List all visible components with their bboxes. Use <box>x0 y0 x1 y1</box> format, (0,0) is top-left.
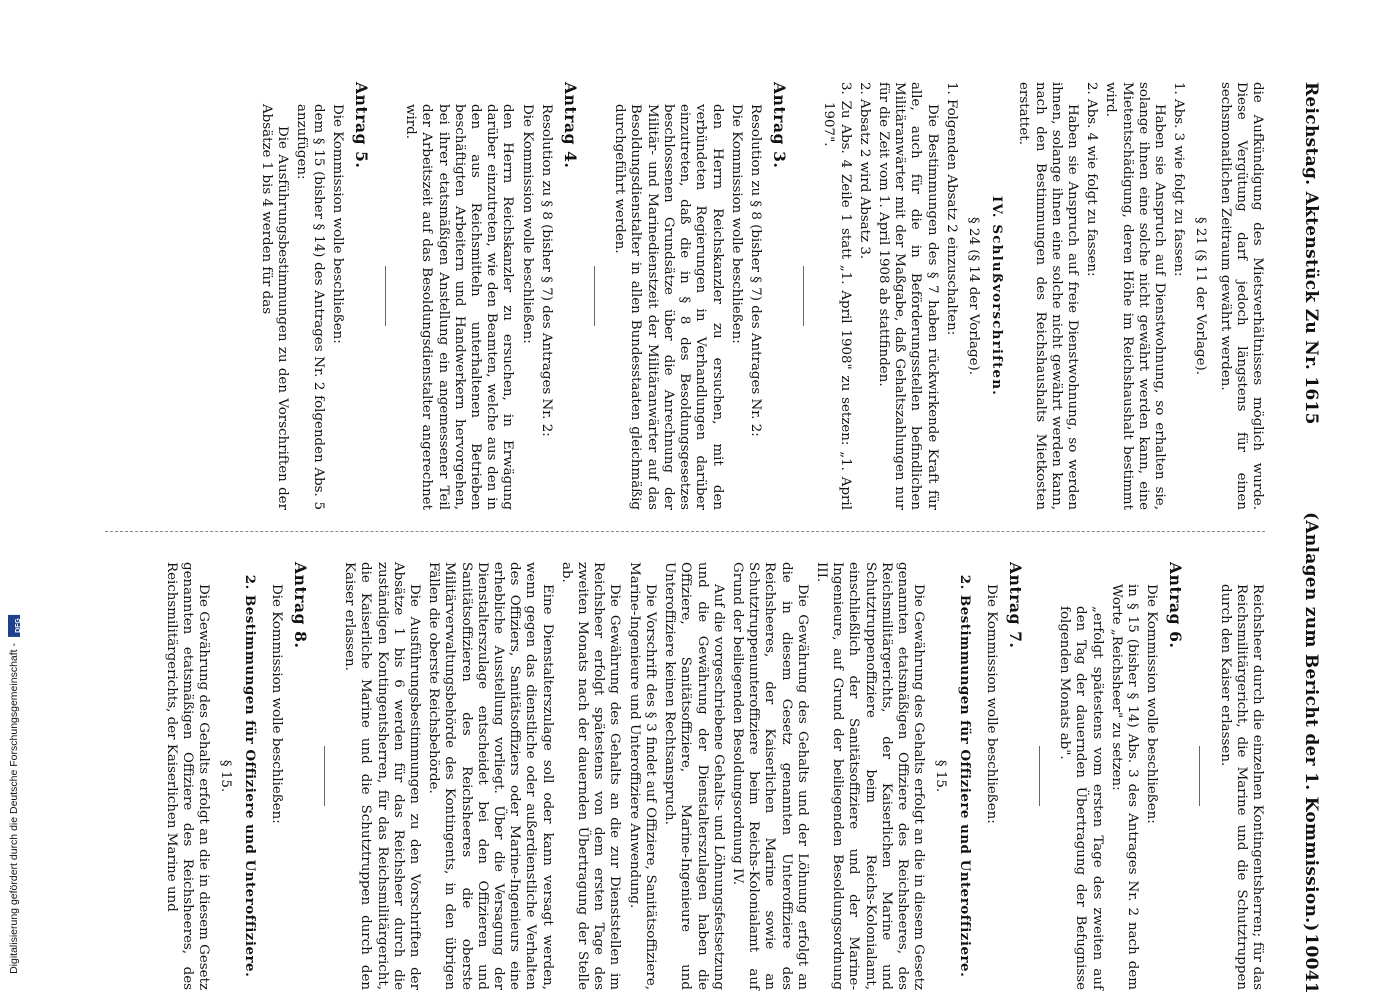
s24-item-1-lead: 1. Folgenden Absatz 2 einzuschalten: <box>943 82 959 336</box>
header-center: (Anlagen zum Bericht der 1. Kommission.) <box>1301 512 1321 932</box>
paragraph-21-heading: § 21 (§ 11 der Vorlage). <box>1193 216 1209 376</box>
column-divider <box>105 531 1265 532</box>
item-2-lead: 2. Abs. 4 wie folgt zu fassen: <box>1084 82 1100 277</box>
antrag-3-beschliessen: Die Kommission wolle beschließen: <box>728 104 744 344</box>
divider <box>324 746 325 806</box>
dfg-logo: DFG <box>8 615 20 637</box>
antrag-3-title: Antrag 3. <box>770 82 790 169</box>
antrag-7-p3: Auf die vorgeschriebene Gehalts- und Löhnungsfestsetzung und die Gewährung der Dienstalterszulagen haben die Offiziere, Sanitätsoffiziere, Marine-Ingenieure und Unteroffiziere keinen Rechtsanspruch. <box>662 562 726 990</box>
antrag-5-text-2: Die Ausführungsbestimmungen zu den Vorschriften der Absätze 1 bis 4 werden für das <box>259 104 291 510</box>
item-1-text: Haben sie Anspruch auf Dienstwohnung, so erhalten sie, solange ihnen eine solche nicht gewährt werden kann, eine Mietentschädigung, deren Höhe im Reichshaushalt bestimmt wird. <box>1103 82 1167 510</box>
antrag-3-lead: Resolution zu § 8 (bisher § 7) des Antrages Nr. 2: <box>747 104 763 437</box>
divider <box>1199 746 1200 806</box>
antrag-7-title: Antrag 7. <box>1005 562 1025 649</box>
antrag-6-quote: „erfolgt spätestens vom ersten Tage des zweiten auf den Tag der dauernden Übertragung der Befugnisse folgenden Monats ab". <box>1057 606 1105 990</box>
antrag-6-title: Antrag 6. <box>1166 562 1186 649</box>
header-left: Reichstag. Aktenstück Zu Nr. 1615 <box>1301 82 1321 425</box>
antrag-8-paragraph: § 15. <box>218 759 234 793</box>
s24-item-1-text: Die Bestimmungen des § 7 haben rückwirkende Kraft für alle, auch für die in Beförderungsstellen befindlichen Militäranwärter mit der Maßgabe, daß Gehaltszahlungen nur für die Zeit vom 1. April 1908 ab stattfinden. <box>875 82 940 510</box>
item-2-text: Haben sie Anspruch auf freie Dienstwohnung, so werden ihnen, solange ihnen eine solche nicht gewährt werden kann, nach den Bestimmungen des Reichshaushalts Mietkosten erstattet. <box>1016 82 1080 510</box>
s24-item-2: 2. Absatz 2 wird Absatz 3. <box>856 82 872 260</box>
antrag-7-p4: Die Vorschrift des § 3 findet auf Offiziere, Sanitätsoffiziere, Marine-Ingenieure und Unteroffiziere Anwendung. <box>626 562 658 990</box>
antrag-7-beschliessen: Die Kommission wolle beschließen: <box>983 584 999 824</box>
antrag-8-p1: Die Gewährung des Gehalts erfolgt an die in diesem Gesetz genannten etatsmäßigen Offiziere des Reichsheeres, des Reichsmilitärgerichts, der Kaiserlichen Marine und <box>163 562 212 990</box>
antrag-8-title: Antrag 8. <box>291 562 311 649</box>
antrag-7-paragraph: § 15. <box>933 759 949 793</box>
antrag-6-text: in § 15 (bisher § 14) Abs. 3 des Antrages Nr. 2 nach dem Worte „Reichsheer" zu setzen: <box>1108 584 1140 990</box>
antrag-4-text: den Herrn Reichskanzler zu ersuchen, in Erwägung darüber einzutreten, wie den Beamten, welche aus den in den aus Reichsmitteln unterhaltenen Betrieben beschäftigten Arbeitern und Handwerkern hervorgehen, bei ihrer etatsmäßigen Anstellung ein angemessener Teil der Arbeitszeit auf das Besoldungsdienstalter angerechnet wird. <box>403 104 516 510</box>
continued-text: Reichsheer durch die einzelnen Kontingentsherren; für das Reichsmilitärgericht, die Marine und die Schutztruppen durch den Kaiser erlassen. <box>1217 584 1265 990</box>
antrag-7-p6: Eine Dienstalterszulage soll oder kann versagt werden, wenn gegen das dienstliche oder außerdienstliche Verhalten des Offiziers, Sanitätsoffiziers oder Marine-Ingenieurs eine erhebliche Ausstellung vorliegt. Über die Versagung der Dienstalterszulage entscheidet bei den Offizieren und Sanitätsoffizieren des Reichsheeres die oberste Militärverwaltungsbehörde des Kontingents, in den übrigen Fällen die oberste Reichsbehörde. <box>426 562 555 990</box>
antrag-4-lead: Resolution zu § 8 (bisher § 7) des Antrages Nr. 2: <box>538 104 554 437</box>
divider <box>803 266 804 326</box>
antrag-7-p5: Die Gewährung des Gehalts an die zur Dienststellen im Reichsheer erfolgt spätestens von dem ersten Tage des zweiten Monats nach der dauernden Übertragung der Stelle ab. <box>558 562 623 990</box>
digitization-credit <box>8 615 20 974</box>
antrag-8-beschliessen: Die Kommission wolle beschließen: <box>268 584 284 824</box>
divider <box>594 266 595 326</box>
antrag-7-heading: 2. Bestimmungen für Offiziere und Unteroffiziere. <box>956 574 973 978</box>
antrag-7-p2: Die Gewährung des Gehalts und der Löhnung erfolgt an die in diesem Gesetz genannten Unteroffiziere des Reichsheeres, der Kaiserlichen Marine sowie an Schutztruppenunteroffiziere beim Reichs-Kolonialamt auf Grund der beiliegenden Besoldungsordnung IV. <box>729 562 810 990</box>
intro-text: die Aufkündigung des Mietsverhältnisses möglich wurde. Diese Vergütung darf jedoch längstens für einen sechsmonatlichen Zeitraum gewährt werden. <box>1217 82 1265 510</box>
paragraph-24-heading: § 24 (§ 14 der Vorlage). <box>965 216 981 376</box>
antrag-7-p1: Die Gewährung des Gehalts erfolgt an die in diesem Gesetz genannten etatsmäßigen Offiziere des Reichsheeres, des Reichsmilitärgerichts, der Kaiserlichen Marine und Schutztruppenoffiziere beim Reichs-Kolonialamt, einschließlich der Sanitätsoffiziere und der Marine-Ingenieure, auf Grund der beiliegenden Besoldungsordnung III. <box>813 562 927 990</box>
page-number: 10041 <box>1301 933 1321 994</box>
item-1-lead: 1. Abs. 3 wie folgt zu fassen: <box>1171 82 1187 277</box>
s24-item-3: 3. Zu Abs. 4 Zeile 1 statt „1. April 1908" zu setzen: „1. April 1907". <box>821 82 853 510</box>
antrag-7-p7: Die Ausführungsbestimmungen zu den Vorschriften der Absätze 1 bis 6 werden für das Reichsheer durch die zuständigen Kontingentsherren, für das Reichsmilitärgericht, die Kaiserliche Marine und die Schutztruppen durch den Kaiser erlassen. <box>342 562 423 990</box>
antrag-3-text: den Herrn Reichskanzler zu ersuchen, mit den verbündeten Regierungen in Verhandlungen darüber einzutreten, daß die in § 8 des Besoldungsgesetzes beschlossenen Grundsätze über die Anrechnung der Militär- und Marinedienstzeit der Militäranwärter auf das Besoldungsdienstalter in allen Bundesstaaten gleichmäßig durchgeführt werden. <box>612 104 725 510</box>
antrag-5-title: Antrag 5. <box>352 82 372 169</box>
antrag-6-beschliessen: Die Kommission wolle beschließen: <box>1144 584 1160 824</box>
running-head <box>1295 82 1321 994</box>
antrag-4-beschliessen: Die Kommission wolle beschließen: <box>519 104 535 344</box>
antrag-8-heading: 2. Bestimmungen für Offiziere und Unteroffiziere. <box>241 574 258 978</box>
credit-text: Digitalisierung gefördert durch die Deutsche Forschungsgemeinschaft - <box>8 643 20 974</box>
right-column <box>160 562 1265 990</box>
antrag-5-text-1: dem § 15 (bisher § 14) des Antrages Nr. 2 folgenden Abs. 5 anzufügen: <box>294 104 326 510</box>
antrag-5-beschliessen: Die Kommission wolle beschließen: <box>329 104 345 344</box>
section-4-title: IV. Schlußvorschriften. <box>989 196 1006 396</box>
left-column <box>255 82 1265 510</box>
antrag-4-title: Antrag 4. <box>561 82 581 169</box>
divider <box>1039 746 1040 806</box>
divider <box>385 266 386 326</box>
